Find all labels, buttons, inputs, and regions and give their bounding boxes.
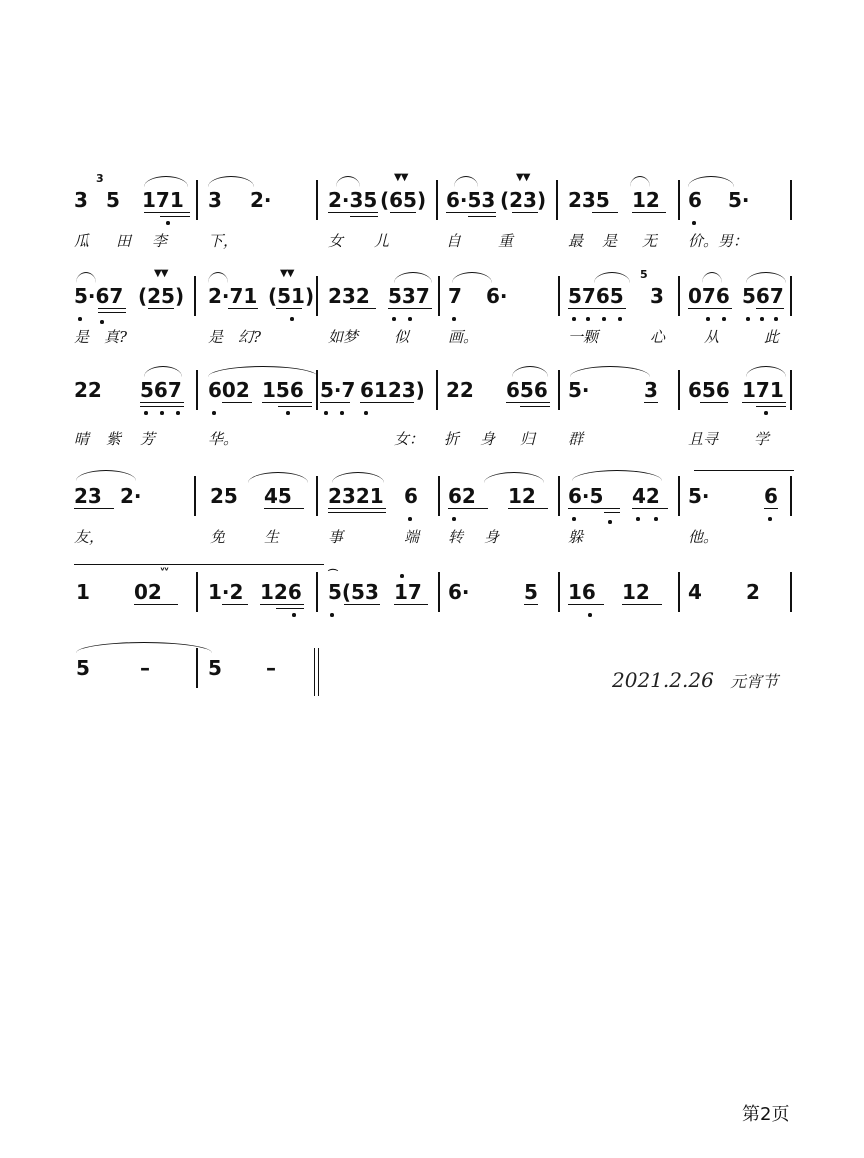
lyric: 价。男：	[688, 232, 749, 250]
note: (51)	[268, 284, 315, 308]
lyric: 学	[754, 430, 770, 448]
lyric: 似	[394, 328, 410, 346]
note: 567	[140, 378, 182, 402]
lyric: 躲	[568, 528, 584, 546]
slur	[454, 176, 478, 187]
note: 16	[568, 580, 596, 604]
note: 6	[764, 484, 778, 508]
ornament-mark: ᵛᵛ	[160, 566, 169, 577]
note: 6·53	[446, 188, 496, 212]
slur	[144, 176, 188, 187]
lyric: 华。	[208, 430, 239, 448]
slur	[570, 366, 650, 377]
slur	[452, 272, 492, 283]
lyric: 无	[642, 232, 658, 250]
slur	[332, 472, 384, 483]
note: 42	[632, 484, 660, 508]
lyric: 身	[484, 528, 500, 546]
note: 2	[746, 580, 760, 604]
lyric: 李	[152, 232, 168, 250]
slur	[76, 642, 212, 653]
lyric: 心	[650, 328, 666, 346]
note: (25)	[138, 284, 185, 308]
note: 6123)	[360, 378, 425, 402]
lyric: 幻?	[238, 328, 262, 346]
slur	[208, 176, 254, 187]
lyric: 此	[764, 328, 780, 346]
lyric: 从	[704, 328, 720, 346]
lyric: 自	[446, 232, 462, 250]
ornament-mark: ▼▼	[154, 268, 168, 279]
note: 4	[688, 580, 702, 604]
note: 656	[506, 378, 548, 402]
lyric: 他。	[688, 528, 719, 546]
note: 5·	[728, 188, 750, 212]
note: 5(53	[328, 580, 379, 604]
final-barline	[314, 648, 319, 696]
note: 6	[404, 484, 418, 508]
lyric: 田	[116, 232, 132, 250]
note: 2·	[250, 188, 272, 212]
lyric: 端	[404, 528, 420, 546]
note: 5765	[568, 284, 624, 308]
note: 02	[134, 580, 162, 604]
grace-note: 5	[640, 268, 648, 281]
note: 62	[448, 484, 476, 508]
lyric: 生	[264, 528, 280, 546]
slur	[702, 272, 722, 283]
lyric: 是	[208, 328, 224, 346]
ornament-mark: ▼▼	[394, 172, 408, 183]
lyric: 且寻	[688, 430, 719, 448]
note: 5·	[688, 484, 710, 508]
slur	[746, 366, 786, 377]
slur	[688, 176, 734, 187]
lyric: 是	[602, 232, 618, 250]
date-text: 2021.2.26	[612, 668, 714, 692]
lyric: 紫	[106, 430, 122, 448]
note: 5·	[568, 378, 590, 402]
note: 3	[644, 378, 658, 402]
note: 6	[688, 188, 702, 212]
page-number: 第2页	[742, 1104, 790, 1125]
lyric: 下，	[208, 232, 239, 250]
note: 6·	[486, 284, 508, 308]
slur	[630, 176, 650, 187]
lyric: 折	[444, 430, 460, 448]
lyric: 免	[210, 528, 226, 546]
note: 2·35	[328, 188, 378, 212]
lyric: 最	[568, 232, 584, 250]
ornament-mark: ▼▼	[280, 268, 294, 279]
note: 567	[742, 284, 784, 308]
slur	[336, 176, 360, 187]
lyric: 女	[328, 232, 344, 250]
lyric: 群	[568, 430, 584, 448]
note: 25	[210, 484, 238, 508]
note: 7	[448, 284, 462, 308]
slur	[746, 272, 786, 283]
lyric: 真?	[104, 328, 128, 346]
note: 2·	[120, 484, 142, 508]
lyric: 归	[520, 430, 536, 448]
note: 171	[142, 188, 184, 212]
note: –	[140, 656, 150, 680]
note: 126	[260, 580, 302, 604]
note: 23	[74, 484, 102, 508]
note: 17	[394, 580, 422, 604]
slur	[76, 272, 96, 283]
note: 1·2	[208, 580, 244, 604]
note: 5	[106, 188, 120, 212]
note: 12	[632, 188, 660, 212]
note: 1	[76, 580, 90, 604]
composition-date	[612, 668, 778, 692]
lyric: 瓜	[74, 232, 90, 250]
note: 5·7	[320, 378, 356, 402]
note: 45	[264, 484, 292, 508]
note: 537	[388, 284, 430, 308]
lyric: 是	[74, 328, 90, 346]
lyric: 转	[448, 528, 464, 546]
slur	[208, 366, 318, 377]
note: 5·67	[74, 284, 124, 308]
lyric: 女：	[394, 430, 425, 448]
note: 3	[650, 284, 664, 308]
slur	[76, 470, 136, 481]
lyric: 儿	[374, 232, 390, 250]
note: (65)	[380, 188, 427, 212]
note: 6·	[448, 580, 470, 604]
slur	[572, 470, 662, 481]
lyric: 芳	[140, 430, 156, 448]
ornament-mark: ▼▼	[516, 172, 530, 183]
note: 171	[742, 378, 784, 402]
note: 12	[622, 580, 650, 604]
slur	[144, 366, 182, 377]
slur	[594, 272, 630, 283]
slur	[394, 272, 432, 283]
lyric: 晴	[74, 430, 90, 448]
date-note: 元宵节	[730, 672, 779, 691]
lyric: 事	[328, 528, 344, 546]
lyric: 一颗	[568, 328, 599, 346]
slur	[208, 272, 228, 283]
note: 235	[568, 188, 610, 212]
lyric: 重	[498, 232, 514, 250]
note: 5	[208, 656, 222, 680]
note: 656	[688, 378, 730, 402]
lyric: 如梦	[328, 328, 359, 346]
grace-note: 3	[96, 172, 104, 185]
lyric: 身	[480, 430, 496, 448]
note: –	[266, 656, 276, 680]
lyric: 友，	[74, 528, 105, 546]
note: 3	[208, 188, 222, 212]
note: 156	[262, 378, 304, 402]
note: 12	[508, 484, 536, 508]
note: 232	[328, 284, 370, 308]
note: 2·71	[208, 284, 258, 308]
note: 2321	[328, 484, 384, 508]
fermata-mark: ⌒	[328, 570, 337, 581]
note: 22	[446, 378, 474, 402]
note: 6·5	[568, 484, 604, 508]
slur	[248, 472, 308, 483]
note: 076	[688, 284, 730, 308]
slur	[512, 366, 548, 377]
note: (23)	[500, 188, 547, 212]
note: 602	[208, 378, 250, 402]
note: 5	[524, 580, 538, 604]
note: 5	[76, 656, 90, 680]
lyric: 画。	[448, 328, 479, 346]
note: 22	[74, 378, 102, 402]
note: 3	[74, 188, 88, 212]
slur	[484, 472, 544, 483]
